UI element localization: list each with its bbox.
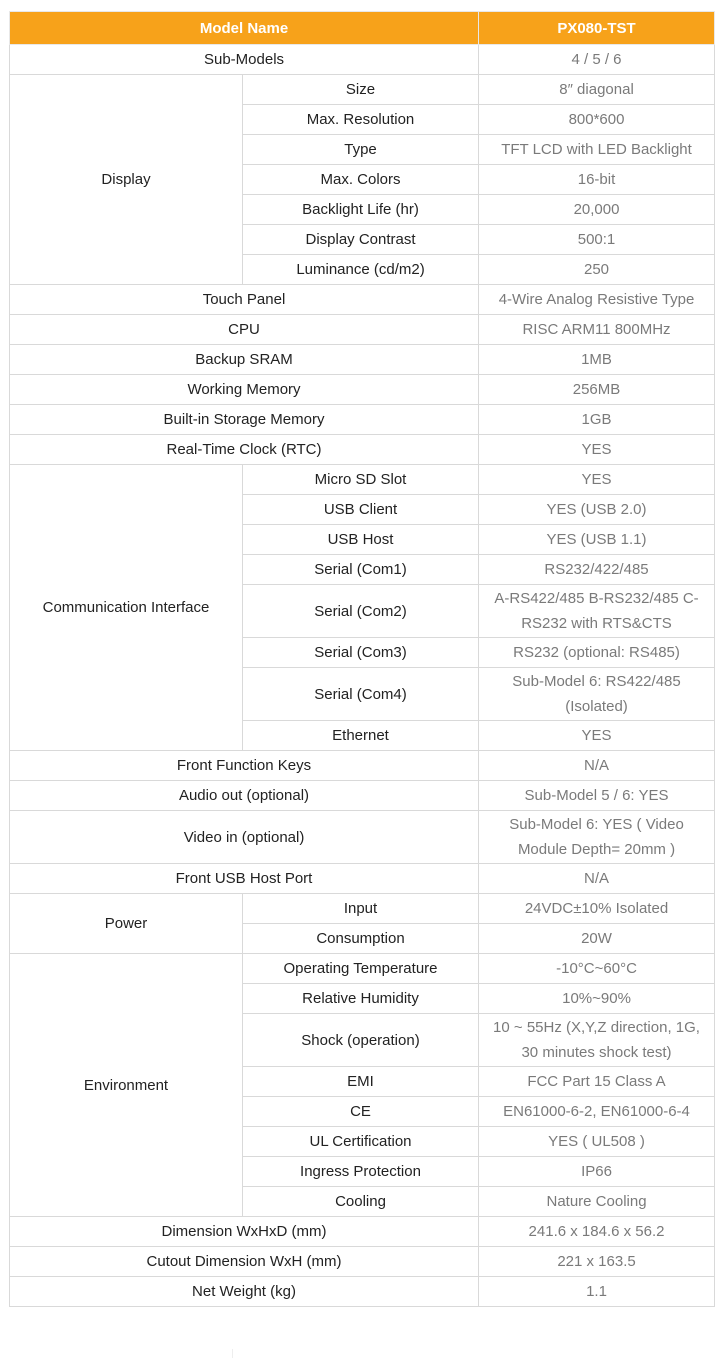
spec-label: Sub-Models: [10, 45, 479, 75]
spec-value: 8″ diagonal: [479, 75, 715, 105]
table-row: [10, 1277, 715, 1307]
spec-label: Audio out (optional): [10, 781, 479, 811]
spec-label: UL Certification: [243, 1127, 479, 1157]
table-row: [10, 894, 715, 924]
spec-label: Front USB Host Port: [10, 864, 479, 894]
spec-label: Working Memory: [10, 375, 479, 405]
spec-value: Sub-Model 6: RS422/485 (Isolated): [479, 668, 715, 721]
table-row: [10, 811, 715, 864]
spec-value: A-RS422/485 B-RS232/485 C-RS232 with RTS&CTS: [479, 585, 715, 638]
spec-value: 500:1: [479, 225, 715, 255]
spec-label: Ingress Protection: [243, 1157, 479, 1187]
group-label-communication: Communication Interface: [10, 465, 243, 751]
spec-label: Serial (Com2): [243, 585, 479, 638]
spec-value: Sub-Model 6: YES ( Video Module Depth= 20mm ): [479, 811, 715, 864]
spec-value: 221 x 163.5: [479, 1247, 715, 1277]
spec-label: Type: [243, 135, 479, 165]
table-row: [10, 781, 715, 811]
spec-label: Cooling: [243, 1187, 479, 1217]
spec-label: Relative Humidity: [243, 984, 479, 1014]
spec-label: Real-Time Clock (RTC): [10, 435, 479, 465]
spec-label: Backlight Life (hr): [243, 195, 479, 225]
spec-value: N/A: [479, 864, 715, 894]
spec-label: Size: [243, 75, 479, 105]
spec-label: Built-in Storage Memory: [10, 405, 479, 435]
table-row: [10, 375, 715, 405]
spec-value: RS232/422/485: [479, 555, 715, 585]
spec-value: YES: [479, 435, 715, 465]
spec-label: Serial (Com1): [243, 555, 479, 585]
spec-label: Max. Resolution: [243, 105, 479, 135]
spec-value: 256MB: [479, 375, 715, 405]
table-row: [10, 1217, 715, 1247]
spec-label: Dimension WxHxD (mm): [10, 1217, 479, 1247]
spec-value: 24VDC±10% Isolated: [479, 894, 715, 924]
spec-label: Operating Temperature: [243, 954, 479, 984]
group-label-power: Power: [10, 894, 243, 954]
spec-label: Input: [243, 894, 479, 924]
table-row: [10, 45, 715, 75]
spec-label: Ethernet: [243, 721, 479, 751]
spec-value: 1GB: [479, 405, 715, 435]
table-row: [10, 751, 715, 781]
header-model-value: PX080-TST: [479, 12, 715, 45]
spec-label: EMI: [243, 1067, 479, 1097]
spec-value: 4-Wire Analog Resistive Type: [479, 285, 715, 315]
spec-value: 10 ~ 55Hz (X,Y,Z direction, 1G, 30 minutes shock test): [479, 1014, 715, 1067]
spec-value: YES: [479, 721, 715, 751]
spec-label: Serial (Com3): [243, 638, 479, 668]
spec-label: Video in (optional): [10, 811, 479, 864]
spec-label: Cutout Dimension WxH (mm): [10, 1247, 479, 1277]
spec-value: RISC ARM11 800MHz: [479, 315, 715, 345]
spec-value: Nature Cooling: [479, 1187, 715, 1217]
spec-label: Consumption: [243, 924, 479, 954]
spec-label: Front Function Keys: [10, 751, 479, 781]
spec-table: [9, 11, 715, 1307]
spec-value: Sub-Model 5 / 6: YES: [479, 781, 715, 811]
table-row: [10, 864, 715, 894]
table-row: [10, 345, 715, 375]
spec-label: Shock (operation): [243, 1014, 479, 1067]
spec-label: CE: [243, 1097, 479, 1127]
spec-value: FCC Part 15 Class A: [479, 1067, 715, 1097]
table-row: [10, 75, 715, 105]
spec-label: Touch Panel: [10, 285, 479, 315]
spec-value: 20,000: [479, 195, 715, 225]
table-row: [10, 1247, 715, 1277]
spec-value: 20W: [479, 924, 715, 954]
spec-value: 10%~90%: [479, 984, 715, 1014]
spec-label: Backup SRAM: [10, 345, 479, 375]
spec-value: IP66: [479, 1157, 715, 1187]
spec-value: YES (USB 2.0): [479, 495, 715, 525]
spec-label: USB Host: [243, 525, 479, 555]
decorative-divider: [232, 1349, 233, 1358]
spec-value: YES (USB 1.1): [479, 525, 715, 555]
spec-value: N/A: [479, 751, 715, 781]
spec-label: Micro SD Slot: [243, 465, 479, 495]
table-header-row: [10, 12, 715, 45]
spec-value: YES: [479, 465, 715, 495]
spec-label: CPU: [10, 315, 479, 345]
spec-value: 16-bit: [479, 165, 715, 195]
spec-label: Max. Colors: [243, 165, 479, 195]
spec-value: RS232 (optional: RS485): [479, 638, 715, 668]
spec-label: Display Contrast: [243, 225, 479, 255]
spec-label: Serial (Com4): [243, 668, 479, 721]
spec-value: EN61000-6-2, EN61000-6-4: [479, 1097, 715, 1127]
table-row: [10, 285, 715, 315]
spec-value: YES ( UL508 ): [479, 1127, 715, 1157]
table-row: [10, 954, 715, 984]
spec-value: 1.1: [479, 1277, 715, 1307]
spec-value: 1MB: [479, 345, 715, 375]
spec-value: 250: [479, 255, 715, 285]
spec-label: Luminance (cd/m2): [243, 255, 479, 285]
spec-label: Net Weight (kg): [10, 1277, 479, 1307]
group-label-display: Display: [10, 75, 243, 285]
header-model-name: Model Name: [10, 12, 479, 45]
spec-label: USB Client: [243, 495, 479, 525]
group-label-environment: Environment: [10, 954, 243, 1217]
table-row: [10, 315, 715, 345]
spec-value: 241.6 x 184.6 x 56.2: [479, 1217, 715, 1247]
spec-value: TFT LCD with LED Backlight: [479, 135, 715, 165]
spec-value: -10°C~60°C: [479, 954, 715, 984]
table-row: [10, 405, 715, 435]
spec-value: 4 / 5 / 6: [479, 45, 715, 75]
table-row: [10, 465, 715, 495]
table-row: [10, 435, 715, 465]
spec-value: 800*600: [479, 105, 715, 135]
